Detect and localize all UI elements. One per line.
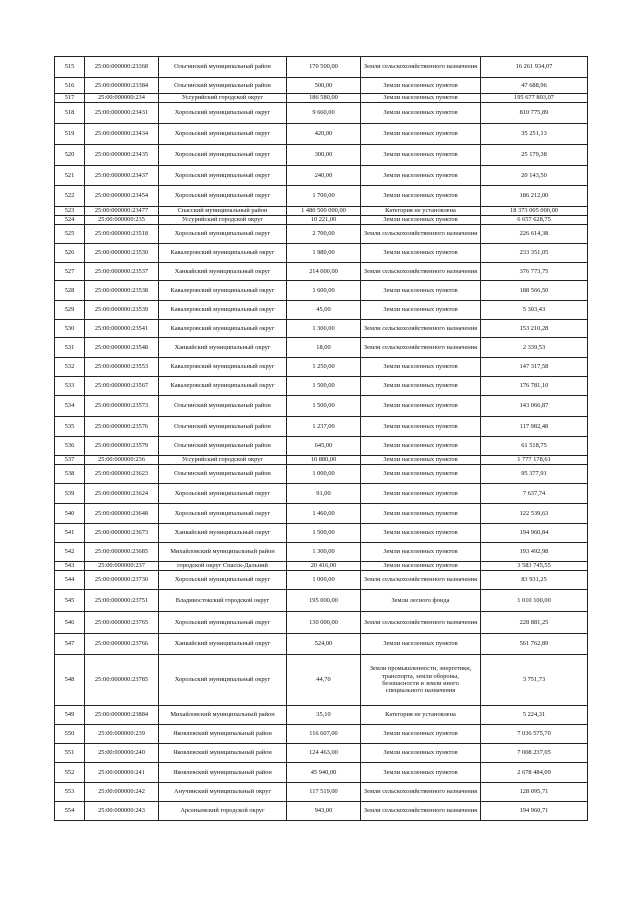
table-row <box>55 763 588 783</box>
area-cell: 186 580,00 <box>287 94 361 103</box>
cadastral-value-cell: 7 008 237,05 <box>481 744 588 763</box>
land-category-cell: Земли сельскохозяйственного назначения <box>361 320 481 338</box>
land-category-cell: Земли сельскохозяйственного назначения <box>361 263 481 281</box>
table-row <box>55 338 588 358</box>
row-number-cell: 545 <box>55 590 85 612</box>
row-number-cell: 522 <box>55 186 85 207</box>
row-number-cell: 525 <box>55 225 85 244</box>
municipality-cell: Хорольский муниципальный округ <box>159 571 287 590</box>
area-cell: 1 600,00 <box>287 281 361 301</box>
cadastral-value-cell: 20 143,50 <box>481 166 588 186</box>
municipality-cell: Михайловский муниципальный район <box>159 543 287 562</box>
municipality-cell: Хорольский муниципальный округ <box>159 186 287 207</box>
municipality-cell: Уссурийский городской округ <box>159 456 287 465</box>
land-category-cell: Земли сельскохозяйственного назначения <box>361 338 481 358</box>
cadastral-value-cell: 233 351,05 <box>481 244 588 263</box>
area-cell: 1 500,00 <box>287 396 361 417</box>
cadastral-number-cell: 25:00:000000:23537 <box>85 263 159 281</box>
area-cell: 1 500,00 <box>287 524 361 543</box>
municipality-cell: Ханкайский муниципальный округ <box>159 524 287 543</box>
municipality-cell: Хорольский муниципальный округ <box>159 145 287 166</box>
cadastral-number-cell: 25:00:000000:23434 <box>85 124 159 145</box>
cadastral-number-cell: 25:00:000000:23573 <box>85 396 159 417</box>
cadastral-value-cell: 561 762,89 <box>481 634 588 655</box>
area-cell: 35,10 <box>287 706 361 725</box>
municipality-cell: Хорольский муниципальный округ <box>159 124 287 145</box>
cadastral-number-cell: 25:00:000000:242 <box>85 783 159 802</box>
cadastral-value-cell: 122 539,63 <box>481 504 588 524</box>
municipality-cell: Ольгинский муниципальный район <box>159 396 287 417</box>
land-category-cell: Земли населенных пунктов <box>361 744 481 763</box>
municipality-cell: Уссурийский городской округ <box>159 216 287 225</box>
cadastral-number-cell: 25:00:000000:23765 <box>85 612 159 634</box>
table-row <box>55 744 588 763</box>
cadastral-value-cell: 1 777 178,61 <box>481 456 588 465</box>
land-category-cell: Земли населенных пунктов <box>361 358 481 377</box>
cadastral-value-cell: 61 518,75 <box>481 437 588 456</box>
table-row <box>55 562 588 571</box>
area-cell: 1 000,00 <box>287 571 361 590</box>
table-row <box>55 225 588 244</box>
table-row <box>55 571 588 590</box>
row-number-cell: 526 <box>55 244 85 263</box>
table-row <box>55 186 588 207</box>
land-category-cell: Земли населенных пунктов <box>361 124 481 145</box>
row-number-cell: 516 <box>55 78 85 94</box>
cadastral-number-cell: 25:00:000000:23548 <box>85 338 159 358</box>
cadastral-value-cell: 2 339,53 <box>481 338 588 358</box>
table-row <box>55 57 588 78</box>
row-number-cell: 553 <box>55 783 85 802</box>
row-number-cell: 532 <box>55 358 85 377</box>
land-category-cell: Категория не установлена <box>361 207 481 216</box>
row-number-cell: 543 <box>55 562 85 571</box>
row-number-cell: 520 <box>55 145 85 166</box>
cadastral-number-cell: 25:00:000000:237 <box>85 562 159 571</box>
land-category-cell: Земли сельскохозяйственного назначения <box>361 57 481 78</box>
cadastral-number-cell: 25:00:000000:23384 <box>85 78 159 94</box>
row-number-cell: 523 <box>55 207 85 216</box>
cadastral-value-cell: 193 492,98 <box>481 543 588 562</box>
land-category-cell: Земли населенных пунктов <box>361 504 481 524</box>
land-category-cell: Земли населенных пунктов <box>361 417 481 437</box>
table-row <box>55 417 588 437</box>
land-category-cell: Земли населенных пунктов <box>361 377 481 396</box>
cadastral-number-cell: 25:00:000000:23477 <box>85 207 159 216</box>
table-row <box>55 145 588 166</box>
municipality-cell: Кавалеровский муниципальный округ <box>159 301 287 320</box>
row-number-cell: 517 <box>55 94 85 103</box>
area-cell: 1 000,00 <box>287 465 361 484</box>
area-cell: 2 700,00 <box>287 225 361 244</box>
area-cell: 45 940,00 <box>287 763 361 783</box>
cadastral-value-cell: 95 377,91 <box>481 465 588 484</box>
row-number-cell: 554 <box>55 802 85 821</box>
area-cell: 10 880,00 <box>287 456 361 465</box>
cadastral-number-cell: 25:00:000000:23579 <box>85 437 159 456</box>
area-cell: 943,00 <box>287 802 361 821</box>
land-category-cell: Земли сельскохозяйственного назначения <box>361 225 481 244</box>
land-category-cell: Земли населенных пунктов <box>361 465 481 484</box>
municipality-cell: Кавалеровский муниципальный округ <box>159 320 287 338</box>
cadastral-value-cell: 188 566,50 <box>481 281 588 301</box>
row-number-cell: 552 <box>55 763 85 783</box>
land-category-cell: Земли населенных пунктов <box>361 281 481 301</box>
land-category-cell: Земли населенных пунктов <box>361 725 481 744</box>
table-row <box>55 94 588 103</box>
area-cell: 1 237,00 <box>287 417 361 437</box>
area-cell: 117 519,00 <box>287 783 361 802</box>
cadastral-number-cell: 25:00:000000:23368 <box>85 57 159 78</box>
cadastral-number-cell: 25:00:000000:23518 <box>85 225 159 244</box>
row-number-cell: 537 <box>55 456 85 465</box>
municipality-cell: Уссурийский городской округ <box>159 94 287 103</box>
municipality-cell: городской округ Спасск-Дальний <box>159 562 287 571</box>
municipality-cell: Хорольский муниципальный округ <box>159 103 287 124</box>
land-registry-table <box>54 56 588 821</box>
land-category-cell: Земли населенных пунктов <box>361 543 481 562</box>
row-number-cell: 529 <box>55 301 85 320</box>
municipality-cell: Ольгинский муниципальный район <box>159 465 287 484</box>
table-row <box>55 456 588 465</box>
table-row <box>55 590 588 612</box>
table-row <box>55 124 588 145</box>
municipality-cell: Спасский муниципальный район <box>159 207 287 216</box>
cadastral-value-cell: 7 036 575,70 <box>481 725 588 744</box>
cadastral-value-cell: 194 960,84 <box>481 524 588 543</box>
cadastral-value-cell: 2 678 484,09 <box>481 763 588 783</box>
municipality-cell: Ольгинский муниципальный район <box>159 57 287 78</box>
land-category-cell: Земли населенных пунктов <box>361 484 481 504</box>
municipality-cell: Ольгинский муниципальный район <box>159 78 287 94</box>
municipality-cell: Яковлевский муниципальный район <box>159 725 287 744</box>
land-category-cell: Земли населенных пунктов <box>361 524 481 543</box>
cadastral-number-cell: 25:00:000000:23538 <box>85 281 159 301</box>
area-cell: 214 000,00 <box>287 263 361 281</box>
row-number-cell: 540 <box>55 504 85 524</box>
area-cell: 1 480 500 000,00 <box>287 207 361 216</box>
table-row <box>55 524 588 543</box>
area-cell: 45,00 <box>287 301 361 320</box>
municipality-cell: Ольгинский муниципальный район <box>159 417 287 437</box>
cadastral-value-cell: 5 224,31 <box>481 706 588 725</box>
cadastral-number-cell: 25:00:000000:239 <box>85 725 159 744</box>
municipality-cell: Хорольский муниципальный округ <box>159 612 287 634</box>
table-row <box>55 377 588 396</box>
cadastral-value-cell: 47 688,96 <box>481 78 588 94</box>
area-cell: 1 300,00 <box>287 320 361 338</box>
cadastral-number-cell: 25:00:000000:243 <box>85 802 159 821</box>
cadastral-number-cell: 25:00:000000:23624 <box>85 484 159 504</box>
cadastral-number-cell: 25:00:000000:23884 <box>85 706 159 725</box>
cadastral-number-cell: 25:00:000000:23730 <box>85 571 159 590</box>
row-number-cell: 528 <box>55 281 85 301</box>
table-row <box>55 244 588 263</box>
cadastral-number-cell: 25:00:000000:23576 <box>85 417 159 437</box>
cadastral-value-cell: 376 773,75 <box>481 263 588 281</box>
cadastral-value-cell: 117 982,48 <box>481 417 588 437</box>
cadastral-value-cell: 128 095,71 <box>481 783 588 802</box>
row-number-cell: 549 <box>55 706 85 725</box>
land-category-cell: Земли населенных пунктов <box>361 145 481 166</box>
land-category-cell: Земли населенных пунктов <box>361 94 481 103</box>
table-row <box>55 543 588 562</box>
table-row <box>55 725 588 744</box>
area-cell: 1 700,00 <box>287 186 361 207</box>
land-category-cell: Категория не установлена <box>361 706 481 725</box>
cadastral-number-cell: 25:00:000000:23541 <box>85 320 159 338</box>
land-category-cell: Земли населенных пунктов <box>361 166 481 186</box>
cadastral-number-cell: 25:00:000000:23623 <box>85 465 159 484</box>
table-row <box>55 396 588 417</box>
land-category-cell: Земли сельскохозяйственного назначения <box>361 802 481 821</box>
municipality-cell: Хорольский муниципальный округ <box>159 504 287 524</box>
municipality-cell: Кавалеровский муниципальный округ <box>159 244 287 263</box>
land-category-cell: Земли населенных пунктов <box>361 763 481 783</box>
land-category-cell: Земли промышленности, энергетики, транспорта, земли обороны, безопасности и земли иного специального назначения <box>361 655 481 706</box>
cadastral-value-cell: 195 677 803,07 <box>481 94 588 103</box>
table-row <box>55 783 588 802</box>
table-row <box>55 166 588 186</box>
row-number-cell: 550 <box>55 725 85 744</box>
land-category-cell: Земли населенных пунктов <box>361 301 481 320</box>
area-cell: 195 000,00 <box>287 590 361 612</box>
row-number-cell: 547 <box>55 634 85 655</box>
row-number-cell: 524 <box>55 216 85 225</box>
municipality-cell: Ольгинский муниципальный район <box>159 437 287 456</box>
cadastral-number-cell: 25:00:000000:23751 <box>85 590 159 612</box>
cadastral-number-cell: 25:00:000000:236 <box>85 456 159 465</box>
row-number-cell: 544 <box>55 571 85 590</box>
cadastral-value-cell: 18 373 005 000,00 <box>481 207 588 216</box>
row-number-cell: 533 <box>55 377 85 396</box>
table-row <box>55 634 588 655</box>
municipality-cell: Кавалеровский муниципальный округ <box>159 281 287 301</box>
cadastral-value-cell: 7 637,74 <box>481 484 588 504</box>
cadastral-value-cell: 83 931,25 <box>481 571 588 590</box>
table-row <box>55 504 588 524</box>
cadastral-number-cell: 25:00:000000:240 <box>85 744 159 763</box>
municipality-cell: Владивостокский городской округ <box>159 590 287 612</box>
cadastral-value-cell: 16 261 934,07 <box>481 57 588 78</box>
municipality-cell: Яковлевский муниципальный район <box>159 744 287 763</box>
table-row <box>55 301 588 320</box>
table-row <box>55 437 588 456</box>
table-row <box>55 465 588 484</box>
cadastral-number-cell: 25:00:000000:23785 <box>85 655 159 706</box>
row-number-cell: 542 <box>55 543 85 562</box>
cadastral-value-cell: 3 583 745,55 <box>481 562 588 571</box>
table-row <box>55 207 588 216</box>
row-number-cell: 518 <box>55 103 85 124</box>
cadastral-value-cell: 228 881,25 <box>481 612 588 634</box>
cadastral-value-cell: 35 251,13 <box>481 124 588 145</box>
cadastral-value-cell: 147 317,58 <box>481 358 588 377</box>
table-row <box>55 358 588 377</box>
row-number-cell: 538 <box>55 465 85 484</box>
area-cell: 1 980,00 <box>287 244 361 263</box>
cadastral-number-cell: 25:00:000000:23431 <box>85 103 159 124</box>
cadastral-value-cell: 226 614,38 <box>481 225 588 244</box>
row-number-cell: 519 <box>55 124 85 145</box>
area-cell: 20 416,00 <box>287 562 361 571</box>
cadastral-value-cell: 25 179,38 <box>481 145 588 166</box>
municipality-cell: Ханкайский муниципальный округ <box>159 263 287 281</box>
cadastral-number-cell: 25:00:000000:23530 <box>85 244 159 263</box>
land-category-cell: Земли населенных пунктов <box>361 186 481 207</box>
cadastral-number-cell: 25:00:000000:23435 <box>85 145 159 166</box>
row-number-cell: 539 <box>55 484 85 504</box>
cadastral-number-cell: 25:00:000000:235 <box>85 216 159 225</box>
row-number-cell: 527 <box>55 263 85 281</box>
land-category-cell: Земли сельскохозяйственного назначения <box>361 612 481 634</box>
area-cell: 116 607,00 <box>287 725 361 744</box>
area-cell: 1 460,00 <box>287 504 361 524</box>
municipality-cell: Кавалеровский муниципальный округ <box>159 358 287 377</box>
area-cell: 300,00 <box>287 145 361 166</box>
area-cell: 1 300,00 <box>287 543 361 562</box>
cadastral-value-cell: 186 212,00 <box>481 186 588 207</box>
area-cell: 170 500,00 <box>287 57 361 78</box>
municipality-cell: Хорольский муниципальный округ <box>159 655 287 706</box>
cadastral-value-cell: 810 775,89 <box>481 103 588 124</box>
land-category-cell: Земли населенных пунктов <box>361 437 481 456</box>
municipality-cell: Кавалеровский муниципальный округ <box>159 377 287 396</box>
area-cell: 9 660,00 <box>287 103 361 124</box>
land-category-cell: Земли населенных пунктов <box>361 562 481 571</box>
land-category-cell: Земли населенных пунктов <box>361 216 481 225</box>
land-category-cell: Земли населенных пунктов <box>361 78 481 94</box>
table-row <box>55 802 588 821</box>
cadastral-number-cell: 25:00:000000:23553 <box>85 358 159 377</box>
land-category-cell: Земли сельскохозяйственного назначения <box>361 783 481 802</box>
land-category-cell: Земли населенных пунктов <box>361 634 481 655</box>
cadastral-number-cell: 25:00:000000:234 <box>85 94 159 103</box>
cadastral-value-cell: 143 066,87 <box>481 396 588 417</box>
municipality-cell: Ханкайский муниципальный округ <box>159 634 287 655</box>
row-number-cell: 534 <box>55 396 85 417</box>
table-row <box>55 484 588 504</box>
municipality-cell: Хорольский муниципальный округ <box>159 166 287 186</box>
table-row <box>55 263 588 281</box>
row-number-cell: 536 <box>55 437 85 456</box>
municipality-cell: Хорольский муниципальный округ <box>159 225 287 244</box>
land-category-cell: Земли сельскохозяйственного назначения <box>361 571 481 590</box>
cadastral-value-cell: 176 781,10 <box>481 377 588 396</box>
land-category-cell: Земли населенных пунктов <box>361 396 481 417</box>
area-cell: 130 000,00 <box>287 612 361 634</box>
cadastral-value-cell: 6 657 628,75 <box>481 216 588 225</box>
row-number-cell: 546 <box>55 612 85 634</box>
cadastral-number-cell: 25:00:000000:241 <box>85 763 159 783</box>
municipality-cell: Хорольский муниципальный округ <box>159 484 287 504</box>
cadastral-number-cell: 25:00:000000:23685 <box>85 543 159 562</box>
row-number-cell: 541 <box>55 524 85 543</box>
cadastral-number-cell: 25:00:000000:23766 <box>85 634 159 655</box>
table-body <box>55 57 588 821</box>
cadastral-value-cell: 194 960,71 <box>481 802 588 821</box>
land-category-cell: Земли населенных пунктов <box>361 103 481 124</box>
land-category-cell: Земли населенных пунктов <box>361 456 481 465</box>
cadastral-value-cell: 153 210,28 <box>481 320 588 338</box>
cadastral-number-cell: 25:00:000000:23539 <box>85 301 159 320</box>
table-row <box>55 103 588 124</box>
row-number-cell: 515 <box>55 57 85 78</box>
area-cell: 1 500,00 <box>287 377 361 396</box>
cadastral-number-cell: 25:00:000000:23437 <box>85 166 159 186</box>
row-number-cell: 535 <box>55 417 85 437</box>
area-cell: 91,00 <box>287 484 361 504</box>
area-cell: 10 221,00 <box>287 216 361 225</box>
table-row <box>55 281 588 301</box>
row-number-cell: 551 <box>55 744 85 763</box>
table-row <box>55 706 588 725</box>
area-cell: 18,00 <box>287 338 361 358</box>
cadastral-number-cell: 25:00:000000:23454 <box>85 186 159 207</box>
cadastral-number-cell: 25:00:000000:23567 <box>85 377 159 396</box>
area-cell: 645,00 <box>287 437 361 456</box>
municipality-cell: Арсеньевский городской округ <box>159 802 287 821</box>
cadastral-value-cell: 1 010 100,00 <box>481 590 588 612</box>
table-row <box>55 612 588 634</box>
municipality-cell: Яковлевский муниципальный район <box>159 763 287 783</box>
table-row <box>55 655 588 706</box>
area-cell: 500,00 <box>287 78 361 94</box>
row-number-cell: 531 <box>55 338 85 358</box>
area-cell: 44,70 <box>287 655 361 706</box>
cadastral-value-cell: 5 303,43 <box>481 301 588 320</box>
cadastral-number-cell: 25:00:000000:23673 <box>85 524 159 543</box>
area-cell: 1 250,00 <box>287 358 361 377</box>
cadastral-value-cell: 3 751,73 <box>481 655 588 706</box>
municipality-cell: Ханкайский муниципальный округ <box>159 338 287 358</box>
area-cell: 420,00 <box>287 124 361 145</box>
cadastral-number-cell: 25:00:000000:23648 <box>85 504 159 524</box>
municipality-cell: Анучинский муниципальный округ <box>159 783 287 802</box>
municipality-cell: Михайловский муниципальный район <box>159 706 287 725</box>
area-cell: 240,00 <box>287 166 361 186</box>
row-number-cell: 530 <box>55 320 85 338</box>
area-cell: 124 463,00 <box>287 744 361 763</box>
area-cell: 524,00 <box>287 634 361 655</box>
row-number-cell: 521 <box>55 166 85 186</box>
table-row <box>55 78 588 94</box>
table-row <box>55 216 588 225</box>
table-row <box>55 320 588 338</box>
row-number-cell: 548 <box>55 655 85 706</box>
land-category-cell: Земли населенных пунктов <box>361 244 481 263</box>
land-category-cell: Земли лесного фонда <box>361 590 481 612</box>
